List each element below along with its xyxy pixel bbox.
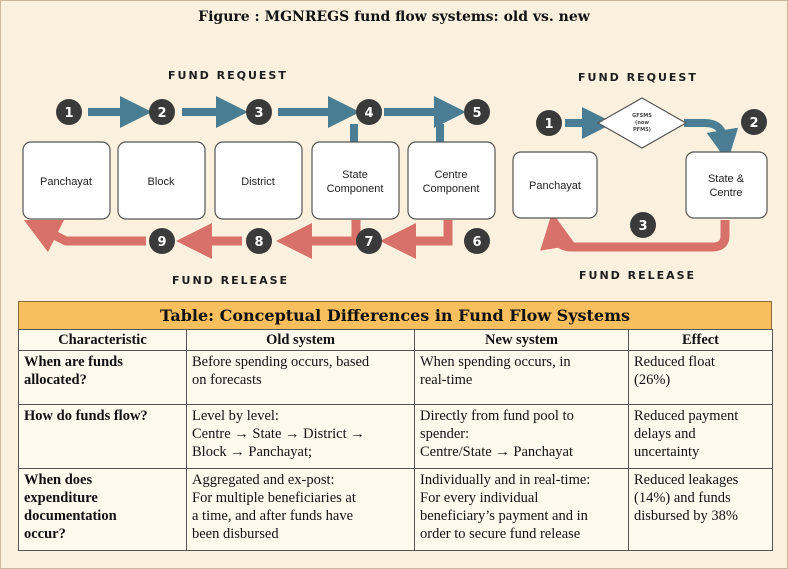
cell-line: Block → Panchayat; (192, 444, 313, 460)
node-label-line-2: Component (326, 183, 384, 195)
cell-line: When spending occurs, in (420, 354, 571, 370)
comparison-table (18, 329, 773, 551)
cell-new (415, 469, 629, 551)
step-badge-6 (464, 228, 490, 254)
step-number: 7 (364, 235, 374, 250)
node-label-line-1: Centre (434, 169, 468, 181)
step-badge-7 (356, 228, 382, 254)
cell-line: disbursed by 38% (634, 508, 738, 524)
cell-line: For multiple beneficiaries at (192, 490, 356, 506)
step-badge-3 (246, 99, 272, 125)
comparison-table-section (18, 301, 772, 564)
cell-line: occur? (24, 526, 66, 542)
cell-characteristic (19, 405, 187, 469)
gateway-label-line-1: GFSMS (632, 113, 652, 119)
cell-line: real-time (420, 372, 473, 388)
cell-effect (629, 405, 773, 469)
cell-line: Individually and in real-time: (420, 472, 591, 488)
cell-effect (629, 469, 773, 551)
old-fund-request-label: FUND REQUEST (168, 69, 288, 82)
cell-line: Centre → State → District → (192, 426, 365, 442)
cell-line: Reduced float (634, 354, 715, 370)
header-characteristic: Characteristic (19, 330, 187, 351)
step-number: 1 (544, 117, 554, 132)
cell-line: allocated? (24, 372, 87, 388)
node-label: District (241, 176, 275, 188)
cell-line: Directly from fund pool to (420, 408, 574, 424)
table-row (19, 351, 773, 405)
arrow-9-panchayat (40, 228, 146, 241)
cell-old (187, 351, 415, 405)
arrow-gateway-state (684, 123, 725, 146)
step-badge-9 (149, 228, 175, 254)
step-badge-5 (464, 99, 490, 125)
cell-line: delays and (634, 426, 696, 442)
cell-line: on forecasts (192, 372, 262, 388)
cell-old (187, 469, 415, 551)
cell-line: Aggregated and ex-post: (192, 472, 335, 488)
old-node-panchayat (23, 142, 110, 219)
figure-title: Figure : MGNREGS fund flow systems: old vs. new (198, 9, 590, 25)
arrow-7-8 (294, 220, 356, 241)
cell-line: Centre/State → Panchayat (420, 444, 574, 460)
step-badge-2 (741, 109, 767, 135)
cell-line: How do funds flow? (24, 408, 148, 424)
gateway-label-line-3: PFMS) (633, 127, 651, 133)
header-new-system: New system (415, 330, 629, 351)
cell-line: uncertainty (634, 444, 700, 460)
old-node-block (118, 142, 205, 219)
step-number: 6 (472, 235, 482, 250)
step-number: 2 (749, 116, 759, 131)
table-row (19, 405, 773, 469)
new-fund-release-label: FUND RELEASE (579, 269, 697, 282)
cell-characteristic (19, 351, 187, 405)
step-number: 5 (472, 106, 482, 121)
new-node-panchayat (513, 152, 597, 218)
node-label-line-2: Centre (709, 187, 743, 199)
cell-new (415, 351, 629, 405)
cell-characteristic (19, 469, 187, 551)
step-badge-2 (149, 99, 175, 125)
old-node-state-component (312, 142, 399, 219)
cell-line: (14%) and funds (634, 490, 731, 506)
step-number: 9 (157, 235, 167, 250)
step-number: 3 (254, 106, 264, 121)
cell-line: beneficiary’s payment and in (420, 508, 588, 524)
cell-line: been disbursed (192, 526, 279, 542)
step-badge-1 (56, 99, 82, 125)
cell-line: When are funds (24, 354, 123, 370)
cell-line: expenditure (24, 490, 98, 506)
new-fund-request-label: FUND REQUEST (578, 71, 698, 84)
old-fund-release-label: FUND RELEASE (172, 274, 290, 287)
cell-effect (629, 351, 773, 405)
cell-line: Level by level: (192, 408, 279, 424)
arrow-6-7 (398, 220, 448, 241)
node-label-line-1: State (342, 169, 368, 181)
cell-line: Reduced payment (634, 408, 739, 424)
step-badge-4 (356, 99, 382, 125)
step-badge-3 (630, 212, 656, 238)
old-release-arrows (40, 220, 448, 241)
cell-old (187, 405, 415, 469)
cell-line: For every individual (420, 490, 539, 506)
node-label: Panchayat (529, 180, 581, 192)
new-node-state-centre (686, 152, 767, 218)
step-number: 1 (64, 106, 74, 121)
cell-line: documentation (24, 508, 117, 524)
cell-line: Before spending occurs, based (192, 354, 370, 370)
node-label: Block (147, 176, 175, 188)
step-number: 8 (254, 235, 264, 250)
gateway-label-line-2: (now (635, 120, 649, 126)
gateway-gfsms (598, 98, 686, 148)
node-label: Panchayat (40, 176, 92, 188)
table-header-row (19, 330, 773, 351)
old-node-district (215, 142, 302, 219)
cell-line: a time, and after funds have (192, 508, 354, 524)
node-label-line-1: State & (707, 173, 745, 185)
table-row (19, 469, 773, 551)
step-number: 2 (157, 106, 167, 121)
cell-line: Reduced leakages (634, 472, 739, 488)
cell-line: When does (24, 472, 93, 488)
cell-new (415, 405, 629, 469)
step-badge-8 (246, 228, 272, 254)
cell-line: (26%) (634, 372, 671, 388)
header-old-system: Old system (187, 330, 415, 351)
step-badge-1 (536, 110, 562, 136)
node-label-line-2: Component (422, 183, 480, 195)
table-title: Table: Conceptual Differences in Fund Flow Systems (18, 301, 772, 330)
old-node-centre-component (408, 142, 495, 219)
step-number: 3 (638, 219, 648, 234)
cell-line: spender: (420, 426, 470, 442)
header-effect: Effect (629, 330, 773, 351)
step-number: 4 (364, 106, 374, 121)
cell-line: order to secure fund release (420, 526, 581, 542)
